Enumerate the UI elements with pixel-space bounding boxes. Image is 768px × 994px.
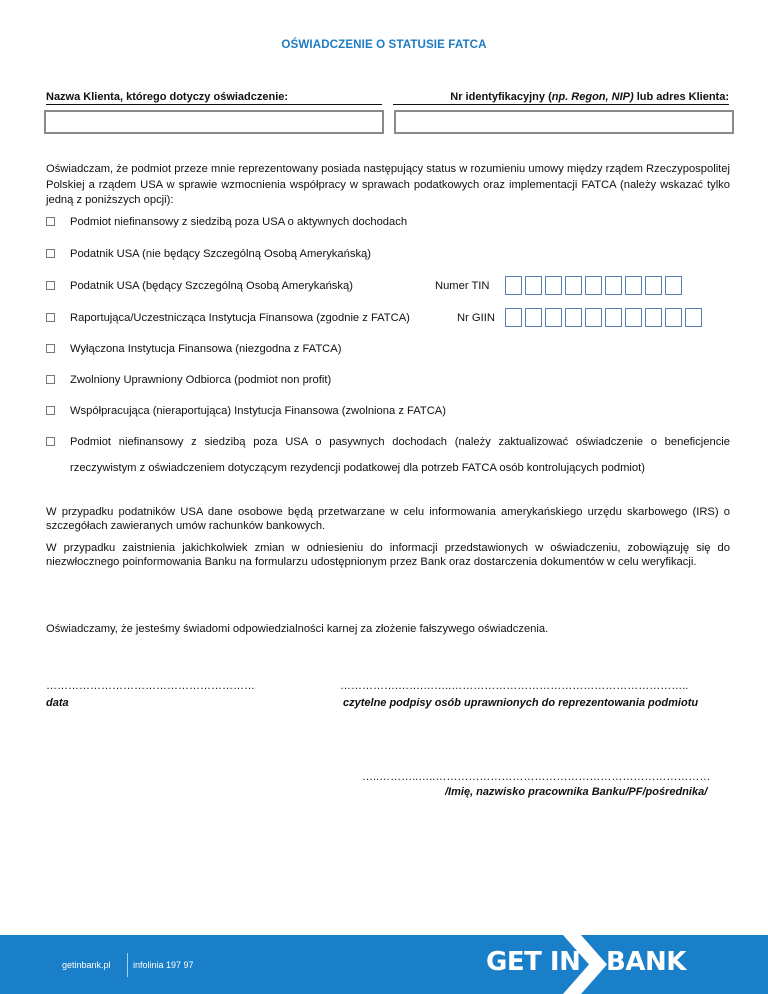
- giin-digit-box[interactable]: [525, 308, 542, 327]
- giin-digit-box[interactable]: [585, 308, 602, 327]
- giin-digit-box[interactable]: [665, 308, 682, 327]
- page-title: OŚWIADCZENIE O STATUSIE FATCA: [281, 38, 487, 51]
- giin-digit-box[interactable]: [645, 308, 662, 327]
- option-checkbox[interactable]: [46, 437, 55, 446]
- client-name-field[interactable]: [44, 110, 384, 134]
- option-checkbox[interactable]: [46, 406, 55, 415]
- option-label: Podatnik USA (nie będący Szczególną Osobą Amerykańską): [70, 248, 371, 260]
- giin-label: Nr GIIN: [457, 312, 495, 324]
- giin-digit-box[interactable]: [565, 308, 582, 327]
- intro-statement: Oświadczam, że podmiot przeze mnie reprezentowany posiada następujący status w rozumieniu umowy między rządem Rzeczypospolitej Polskiej a rządem USA w sprawie wzmocnienia współpracy w sprawach podatkowych oraz implementacji FATCA (należy wskazać tylko jedną z poniższych opcji):: [46, 163, 730, 206]
- giin-digit-box[interactable]: [605, 308, 622, 327]
- date-signature-line[interactable]: …………………………………………………: [46, 680, 255, 692]
- employee-signature-line[interactable]: …..………..…..…………………………………………………………………: [362, 771, 711, 783]
- tin-digit-box[interactable]: [665, 276, 682, 295]
- footer-bar: [0, 935, 768, 994]
- option-label: Podmiot niefinansowy z siedzibą poza USA o aktywnych dochodach: [70, 216, 408, 228]
- tin-digit-box[interactable]: [605, 276, 622, 295]
- employee-signature-label: /Imię, nazwisko pracownika Banku/PF/pośrednika/: [445, 786, 708, 798]
- tin-label: Numer TIN: [435, 280, 490, 292]
- client-id-field[interactable]: [394, 110, 734, 134]
- footer-hotline: infolinia 197 97: [133, 960, 194, 970]
- giin-digit-box[interactable]: [625, 308, 642, 327]
- option-checkbox[interactable]: [46, 375, 55, 384]
- option-checkbox[interactable]: [46, 281, 55, 290]
- option-label: Podatnik USA (będący Szczególną Osobą Amerykańską): [70, 280, 353, 292]
- date-label: data: [46, 697, 69, 709]
- liability-statement: Oświadczamy, że jesteśmy świadomi odpowiedzialności karnej za złożenie fałszywego oświadczenia.: [46, 623, 549, 635]
- giin-digit-box[interactable]: [545, 308, 562, 327]
- authorized-signature-label: czytelne podpisy osób uprawnionych do reprezentowania podmiotu: [343, 697, 699, 709]
- option-label: Zwolniony Uprawniony Odbiorca (podmiot non profit): [70, 374, 332, 386]
- logo-text-get-in: GET IN: [486, 947, 581, 977]
- option-label: Raportująca/Uczestnicząca Instytucja Finansowa (zgodnie z FATCA): [70, 312, 410, 324]
- tin-digit-box[interactable]: [625, 276, 642, 295]
- authorized-signature-line[interactable]: …………….…….……..………………………………………………………..: [340, 680, 689, 692]
- giin-digit-box[interactable]: [685, 308, 702, 327]
- client-name-label: Nazwa Klienta, którego dotyczy oświadczenie:: [46, 91, 382, 105]
- giin-digit-box[interactable]: [505, 308, 522, 327]
- changes-obligation-paragraph: W przypadku zaistnienia jakichkolwiek zmian w odniesieniu do informacji przedstawionych w oświadczeniu, zobowiązuję się do niezwłocznego poinformowania Banku na formularzu udostępnionym przez Bank oraz dostarczenia dokumentów w celu weryfikacji.: [46, 542, 730, 568]
- option-checkbox[interactable]: [46, 344, 55, 353]
- client-id-label-prefix: Nr identyfikacyjny (: [450, 91, 552, 103]
- tin-digit-box[interactable]: [565, 276, 582, 295]
- tin-digit-box[interactable]: [545, 276, 562, 295]
- footer-website[interactable]: getinbank.pl: [62, 960, 111, 970]
- tin-input[interactable]: [505, 276, 685, 295]
- logo-text-bank: BANK: [606, 947, 686, 977]
- option-checkbox[interactable]: [46, 313, 55, 322]
- irs-info-paragraph: W przypadku podatników USA dane osobowe będą przetwarzane w celu informowania amerykańskiego urzędu skarbowego (IRS) o szczegółach zawieranych umów rachunków bankowych.: [46, 506, 730, 532]
- tin-digit-box[interactable]: [505, 276, 522, 295]
- giin-input[interactable]: [505, 308, 705, 327]
- option-label: Podmiot niefinansowy z siedzibą poza USA o pasywnych dochodach (należy zaktualizować oświadczenie o beneficjencie rzeczywistym z oświadczeniem dotyczącym rezydencji podatkowej dla potrzeb FATCA osób kontrolujących podmiot): [70, 436, 730, 474]
- footer-divider: [127, 953, 128, 977]
- client-id-label: [393, 91, 729, 105]
- client-id-label-example: np. Regon, NIP): [551, 91, 634, 103]
- option-label: Wyłączona Instytucja Finansowa (niezgodna z FATCA): [70, 343, 342, 355]
- tin-digit-box[interactable]: [525, 276, 542, 295]
- tin-digit-box[interactable]: [585, 276, 602, 295]
- option-checkbox[interactable]: [46, 249, 55, 258]
- tin-digit-box[interactable]: [645, 276, 662, 295]
- option-checkbox[interactable]: [46, 217, 55, 226]
- client-id-label-suffix: lub adres Klienta:: [633, 91, 729, 103]
- option-label: Współpracująca (nieraportująca) Instytucja Finansowa (zwolniona z FATCA): [70, 405, 446, 417]
